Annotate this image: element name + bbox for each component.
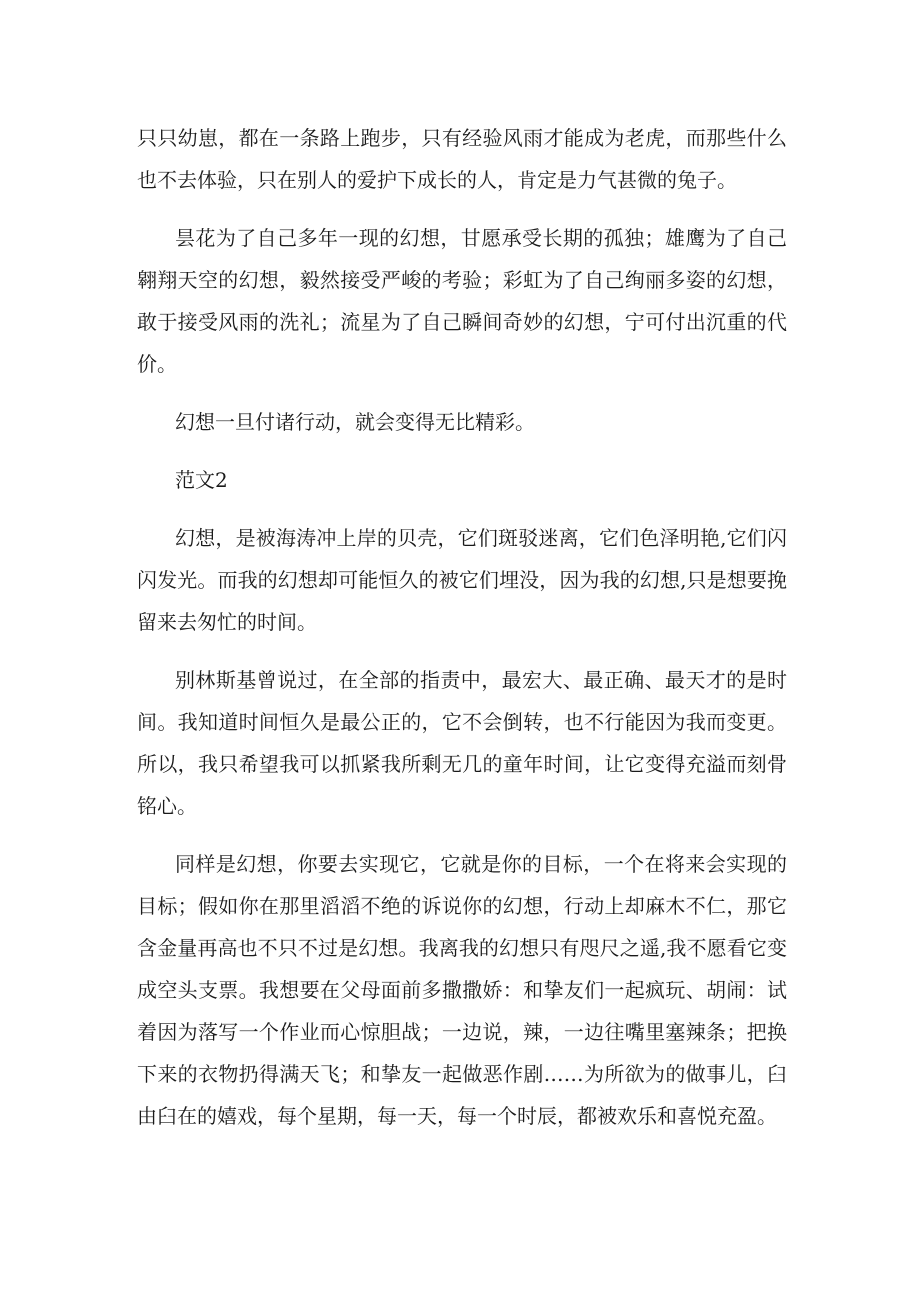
text-line: 目标；假如你在那里滔滔不绝的诉说你的幻想，行动上却麻木不仁，那它 [137,894,787,918]
text-line: 成空头支票。我想要在父母面前多撒撒娇：和挚友们一起疯玩、胡闹：试 [137,978,787,1002]
text-line: 幻想，是被海涛冲上岸的贝壳，它们斑驳迷离，它们色泽明艳,它们闪 [175,526,787,550]
text-line: 同样是幻想，你要去实现它，它就是你的目标，一个在将来会实现的 [175,852,787,876]
section-title: 范文2 [175,468,228,492]
text-line: 幻想一旦付诸行动，就会变得无比精彩。 [175,410,535,434]
text-line: 闪发光。而我的幻想却可能恒久的被它们埋没，因为我的幻想,只是想要挽 [137,568,787,592]
text-line: 翱翔天空的幻想，毅然接受严峻的考验；彩虹为了自己绚丽多姿的幻想， [137,268,787,292]
text-line: 别林斯基曾说过，在全部的指责中，最宏大、最正确、最天才的是时 [175,668,787,692]
text-line: 敢于接受风雨的洗礼；流星为了自己瞬间奇妙的幻想，宁可付出沉重的代 [137,310,787,334]
text-line: 由臼在的嬉戏，每个星期，每一天，每一个时辰，都被欢乐和喜悦充盈。 [137,1104,777,1128]
paragraph-5 [137,659,787,827]
text-line: 价。 [137,352,177,376]
text-line: 昙花为了自己多年一现的幻想，甘愿承受长期的孤独；雄鹰为了自己 [175,226,787,250]
text-line: 铭心。 [137,794,197,818]
section-heading [137,459,787,501]
text-line: 含金量再高也不只不过是幻想。我离我的幻想只有咫尺之遥,我不愿看它变 [137,936,787,960]
text-line: 着因为落写一个作业而心惊胆战；一边说，辣，一边往嘴里塞辣条；把换 [137,1020,787,1044]
text-line: 留来去匆忙的时间。 [137,610,317,634]
text-line: 也不去体验，只在别人的爱护下成长的人，肯定是力气甚微的兔子。 [137,168,737,192]
text-line: 间。我知道时间恒久是最公正的，它不会倒转，也不行能因为我而变更。 [137,710,787,734]
text-line: 所以，我只希望我可以抓紧我所剩无几的童年时间，让它变得充溢而刻骨 [137,752,787,776]
paragraph-3 [137,401,787,443]
text-line: 只只幼崽，都在一条路上跑步，只有经验风雨才能成为老虎，而那些什么 [137,126,787,150]
paragraph-6 [137,843,787,1137]
paragraph-2 [137,217,787,385]
paragraph-4 [137,517,787,643]
document-body [137,117,787,1137]
paragraph-1 [137,117,787,201]
text-line: 下来的衣物扔得满天飞；和挚友一起做恶作剧……为所欲为的做事儿，臼 [137,1062,787,1086]
